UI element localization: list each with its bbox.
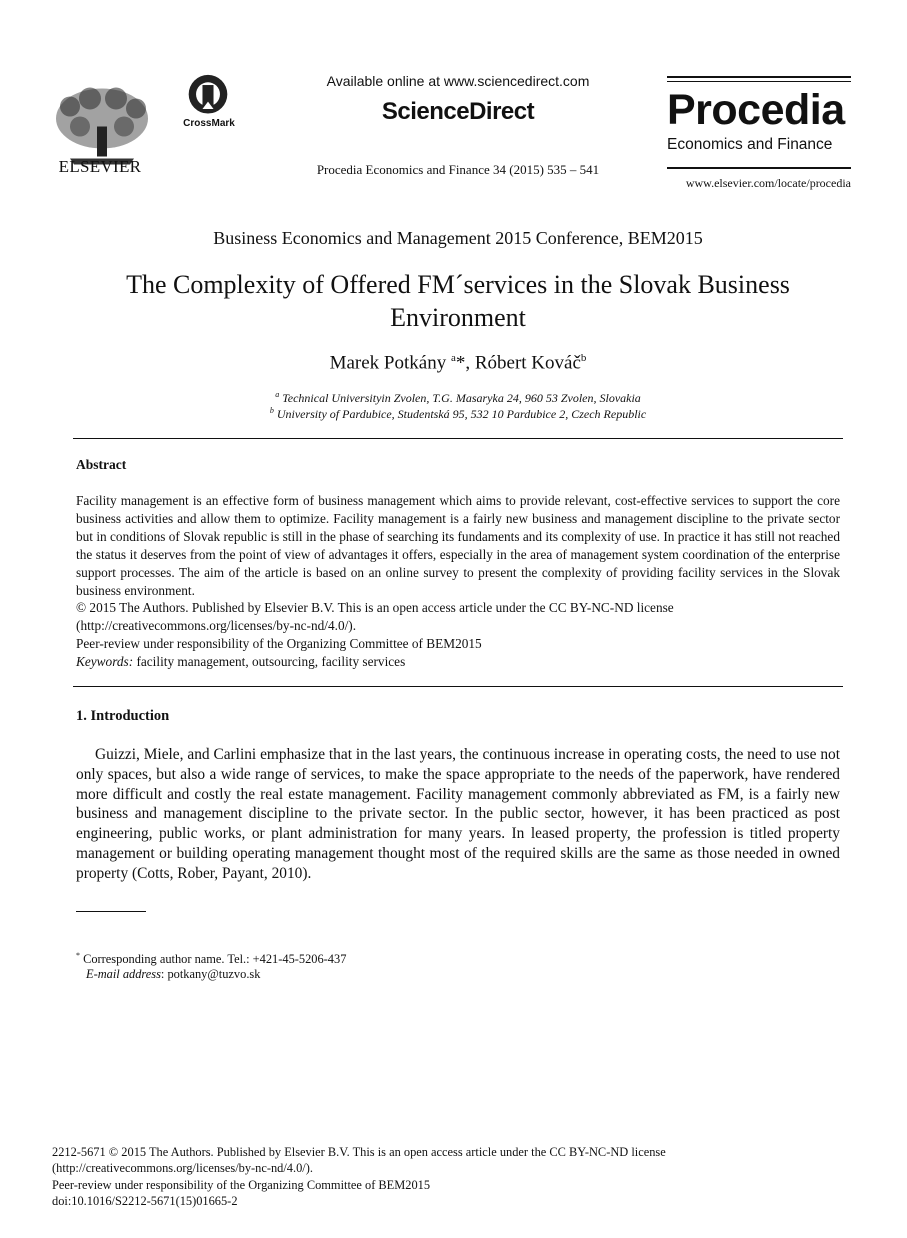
footer-paren-open: ( xyxy=(52,1161,57,1176)
email-value[interactable]: : potkany@tuzvo.sk xyxy=(160,967,261,981)
license-link[interactable]: http://creativecommons.org/licenses/by-nc-nd/4.0/ xyxy=(80,618,349,634)
introduction-heading: 1. Introduction xyxy=(76,708,170,724)
abstract-top-rule xyxy=(73,438,843,439)
abstract-peer-review: Peer-review under responsibility of the Organizing Committee of BEM2015 xyxy=(76,636,482,652)
abstract-keywords xyxy=(76,653,840,671)
footnote-mark: * xyxy=(76,951,80,960)
email-label: E-mail address xyxy=(86,967,161,981)
abstract-bottom-rule xyxy=(73,686,843,687)
available-online-text: Available online at www.sciencedirect.com xyxy=(326,73,590,89)
abstract-body: Facility management is an effective form of business management which aims to provide relevant, cost-effective services to support the core business activities and allow them to optimize. Facility management is a fairly new business and management discipline to the private sector but in conditions of Slovak republic is still in the phase of searching its fundaments and its complexity of use. In practice it has still not reached the status it deserves from the point of view of advantages it offers, especially in the area of management system coordination of the enterprise support processes. The aim of the article is based on an online survey to present the complexity of providing facility services in the Slovak business environment. xyxy=(76,493,840,598)
footnote-rule xyxy=(76,911,146,912)
procedia-url-link[interactable]: www.elsevier.com/locate/procedia xyxy=(685,176,851,190)
procedia-top-rule xyxy=(667,76,851,78)
elsevier-wordmark: ELSEVIER xyxy=(58,157,142,176)
introduction-body: Guizzi, Miele, and Carlini emphasize that in the last years, the continuous increase in operating costs, the need to use not only spaces, but also a wide range of services, to make the space appropriate to the needs of the paperwork, have rendered more difficult and costly the real estate management. Facility management commonly abbreviated as FM, is a fairly new business and management discipline to the private sector. In the public sector, however, it has been practiced as post engineering, public works, or plant administration for many years. In leased property, the profession is titled property management or building operating management thought most of the required skills are the same as those needed in owned property (Cotts, Rober, Payant, 2010). xyxy=(76,746,840,882)
affiliation-a-mark: a xyxy=(275,390,280,399)
crossmark-icon[interactable] xyxy=(183,74,233,120)
footer-license-line xyxy=(52,1160,852,1176)
keywords-values: facility management, outsourcing, facility services xyxy=(133,654,406,670)
affiliation-a xyxy=(73,390,843,406)
author-1: Marek Potkány xyxy=(329,352,447,374)
author-2-affil-mark: b xyxy=(580,352,587,364)
abstract-copyright: © 2015 The Authors. Published by Elsevier B.V. This is an open access article under the CC BY-NC-ND license xyxy=(76,600,674,616)
abstract-heading: Abstract xyxy=(76,457,127,472)
procedia-subtitle: Economics and Finance xyxy=(667,136,833,153)
author-2: Róbert Kováč xyxy=(474,352,581,374)
author-separator: , xyxy=(465,352,475,374)
author-1-affil-mark: a xyxy=(450,352,456,364)
keywords-label: Keywords: xyxy=(76,654,134,670)
footnote-corresponding xyxy=(76,951,346,967)
procedia-logo-text: Procedia xyxy=(667,86,845,134)
author-list xyxy=(73,352,843,374)
conference-name: Business Economics and Management 2015 Conference, BEM2015 xyxy=(213,228,703,248)
paper-title-line-2: Environment xyxy=(390,303,526,332)
journal-reference: Procedia Economics and Finance 34 (2015) 535 – 541 xyxy=(316,162,600,177)
abstract-block xyxy=(76,492,840,671)
footer-peer-review: Peer-review under responsibility of the Organizing Committee of BEM2015 xyxy=(52,1177,431,1192)
page-footer xyxy=(52,1144,852,1210)
footer-issn-line: 2212-5671 © 2015 The Authors. Published by Elsevier B.V. This is an open access article under the CC BY-NC-ND license xyxy=(52,1145,666,1159)
affiliation-b xyxy=(73,406,843,422)
affiliation-a-text: Technical Universityin Zvolen, T.G. Masaryka 24, 960 53 Zvolen, Slovakia xyxy=(282,391,641,405)
paper-title-line-1: The Complexity of Offered FM´services in the Slovak Business xyxy=(126,270,790,299)
footer-paren-close: ). xyxy=(305,1161,313,1176)
footnote-email xyxy=(86,967,260,982)
footer-license-link[interactable]: http://creativecommons.org/licenses/by-nc-nd/4.0/ xyxy=(56,1161,306,1176)
paper-title xyxy=(73,268,843,334)
procedia-rule xyxy=(667,167,851,169)
sciencedirect-logo-text[interactable]: ScienceDirect xyxy=(381,98,535,125)
footer-doi[interactable]: doi:10.1016/S2212-5671(15)01665-2 xyxy=(52,1194,238,1209)
crossmark-label: CrossMark xyxy=(183,118,235,129)
affiliation-b-mark: b xyxy=(269,406,274,415)
abstract-license: (http://creativecommons.org/licenses/by-nc-nd/4.0/). xyxy=(76,618,357,634)
footnote-corresponding-text: Corresponding author name. Tel.: +421-45-5206-437 xyxy=(80,952,347,967)
affiliation-b-text: University of Pardubice, Studentská 95, 532 10 Pardubice 2, Czech Republic xyxy=(276,407,647,421)
corresponding-mark: * xyxy=(455,352,466,374)
